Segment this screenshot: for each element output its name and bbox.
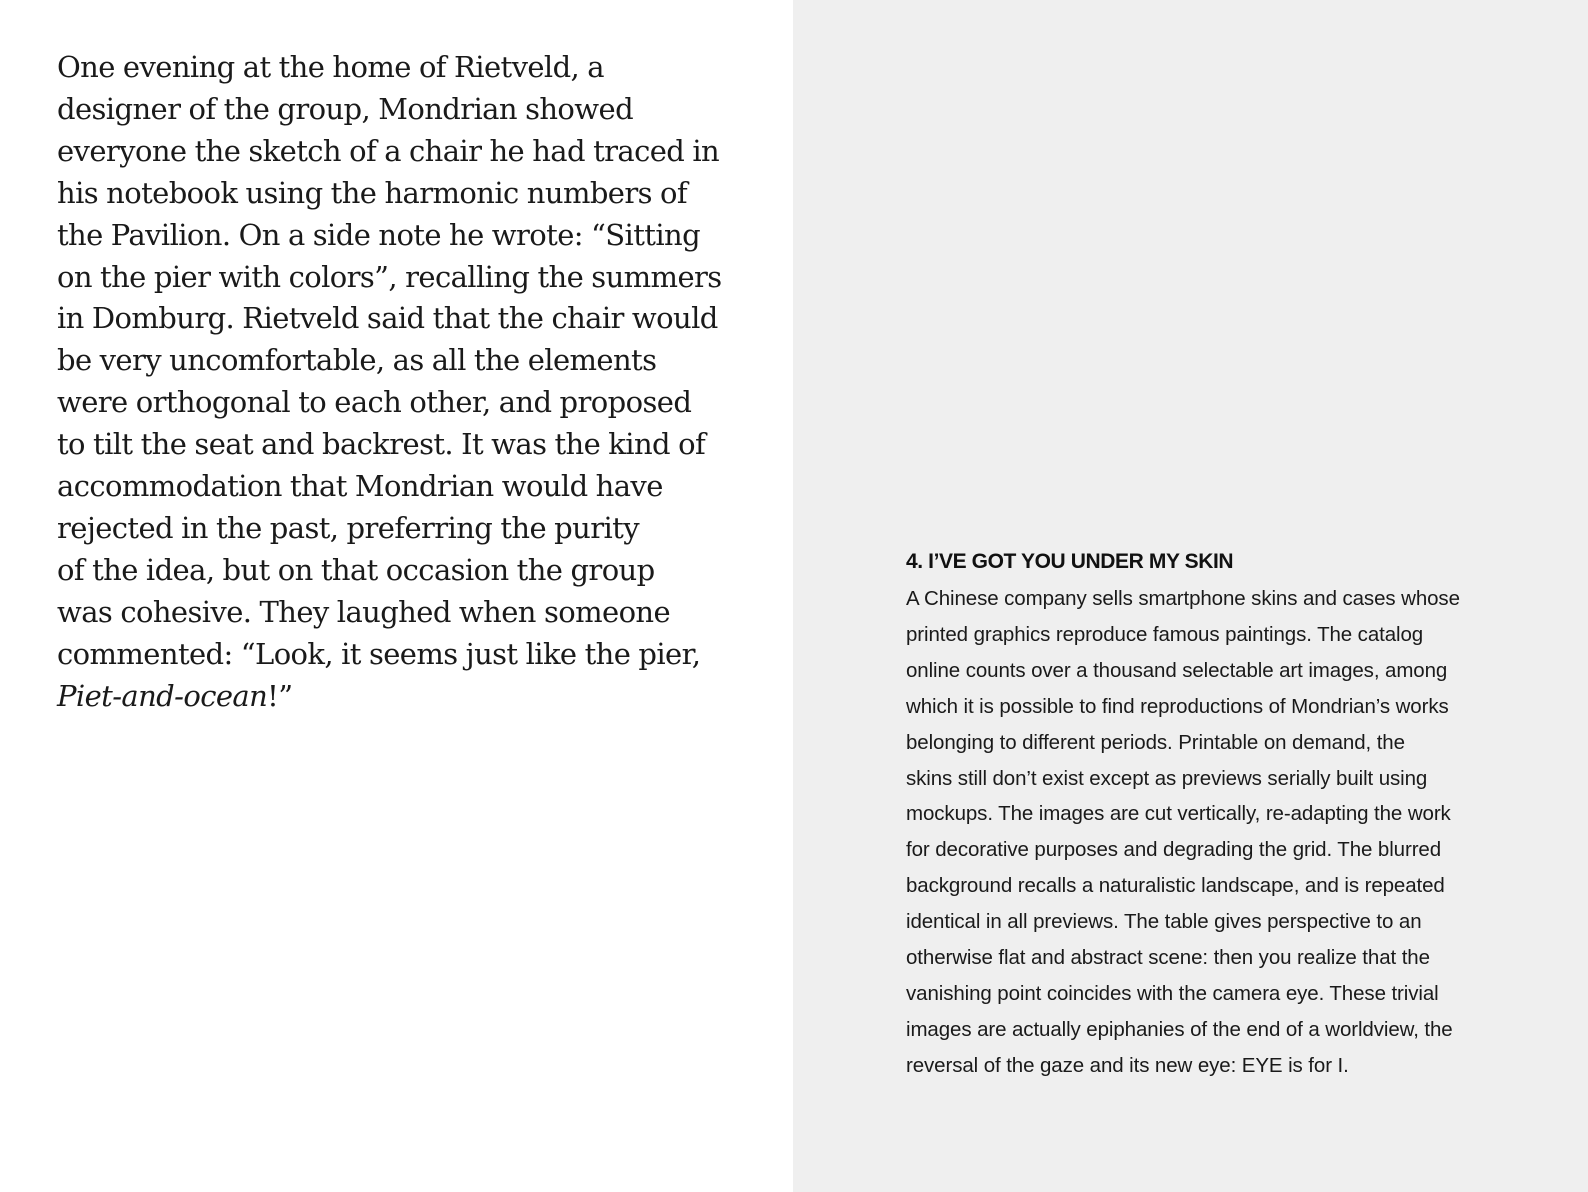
section-body — [906, 581, 1546, 1084]
body-line: skins still don’t exist except as previews serially built using — [906, 766, 1428, 790]
paragraph-line: was cohesive. They laughed when someone — [57, 594, 671, 629]
paragraph-last-line — [57, 676, 697, 718]
paragraph-line: accommodation that Mondrian would have — [57, 469, 663, 504]
paragraph-line: of the idea, but on that occasion the group — [57, 552, 655, 587]
italic-phrase: Piet-and-ocean — [57, 678, 268, 713]
paragraph-line: the Pavilion. On a side note he wrote: “Sitting — [57, 217, 701, 252]
paragraph-line: his notebook using the harmonic numbers of — [57, 175, 688, 210]
paragraph-line: commented: “Look, it seems just like the pier, — [57, 636, 701, 671]
body-line: online counts over a thousand selectable art images, among — [906, 658, 1448, 682]
closing-quote: !” — [267, 678, 293, 713]
paragraph-line: on the pier with colors”, recalling the summers — [57, 259, 722, 294]
paragraph-line: designer of the group, Mondrian showed — [57, 91, 634, 126]
body-line: vanishing point coincides with the camera eye. These trivial — [906, 981, 1439, 1005]
body-line: identical in all previews. The table gives perspective to an — [906, 910, 1422, 934]
paragraph-line: be very uncomfortable, as all the elements — [57, 343, 657, 378]
body-line: mockups. The images are cut vertically, re-adapting the work — [906, 802, 1451, 826]
body-line: belonging to different periods. Printable on demand, the — [906, 730, 1405, 754]
paragraph-line: in Domburg. Rietveld said that the chair would — [57, 301, 718, 336]
paragraph-line: everyone the sketch of a chair he had traced in — [57, 133, 720, 168]
paragraph-line: were orthogonal to each other, and proposed — [57, 385, 692, 420]
body-line: which it is possible to find reproductions of Mondrian’s works — [906, 694, 1449, 718]
body-line: otherwise flat and abstract scene: then you realize that the — [906, 946, 1430, 970]
body-line: background recalls a naturalistic landscape, and is repeated — [906, 874, 1445, 898]
right-page — [793, 0, 1588, 1192]
body-line: images are actually epiphanies of the end of a worldview, the — [906, 1017, 1453, 1041]
paragraph-line: rejected in the past, preferring the purity — [57, 510, 639, 545]
body-line: reversal of the gaze and its new eye: EYE is for I. — [906, 1053, 1349, 1077]
paragraph-line: to tilt the seat and backrest. It was the kind of — [57, 427, 706, 462]
body-line: printed graphics reproduce famous paintings. The catalog — [906, 622, 1424, 646]
story-paragraph — [57, 47, 722, 718]
left-page — [0, 0, 793, 1192]
section-block — [906, 549, 1546, 1084]
body-line: A Chinese company sells smartphone skins and cases whose — [906, 587, 1460, 610]
section-title: 4. I’VE GOT YOU UNDER MY SKIN — [906, 550, 1234, 573]
body-line: for decorative purposes and degrading the grid. The blurred — [906, 838, 1442, 862]
paragraph-line: One evening at the home of Rietveld, a — [57, 50, 604, 84]
